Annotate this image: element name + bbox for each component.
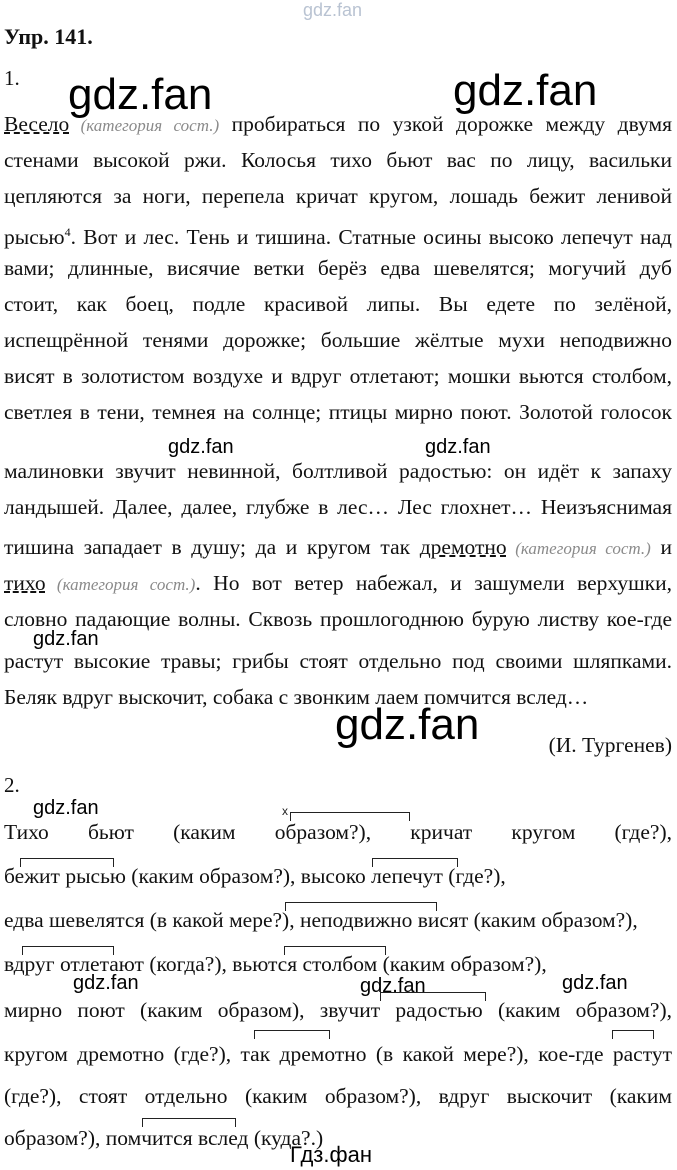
text-line: тихо (категория сост.). Но вот ветер набежал, и зашумели верхушки,	[4, 571, 672, 595]
text-line: бежит рысью (каким образом?), высоко лепечут (где?),	[4, 864, 506, 888]
category-note: (категория сост.)	[506, 539, 651, 558]
text-line: стенами высокой ржи. Колосья тихо бьют вас по лицу, васильки	[4, 148, 672, 172]
category-note: (категория сост.)	[45, 575, 196, 594]
part1-number: 1.	[4, 66, 20, 90]
text-line: вами; длинные, висячие ветки берёз едва шевелятся; могучий дуб	[4, 256, 672, 280]
author-line: (И. Тургенев)	[548, 733, 672, 757]
text-line: испещрённой тенями дорожке; большие жёлтые мухи неподвижно	[4, 328, 672, 352]
text-line: висят в золотистом воздухе и вдруг отлетают; мошки вьются столбом,	[4, 364, 672, 388]
watermark: gdz.fan	[360, 975, 426, 997]
category-note: (категория сост.)	[69, 116, 220, 135]
watermark: gdz.fan	[33, 628, 99, 650]
watermark: gdz.fan	[68, 70, 213, 119]
text-line: (где?), стоят отдельно (каким образом?), вдруг выскочит (каким	[4, 1084, 672, 1108]
text-line: цепляются за ноги, перепела кричат кругом, лошадь бежит ленивой	[4, 184, 672, 208]
text-line: образом?), помчится вслед (куда?.)	[4, 1126, 324, 1150]
text-line: светлея в тени, темнея на солнце; птицы мирно поют. Золотой голосок	[4, 400, 672, 424]
watermark: gdz.fan	[562, 972, 628, 994]
text-line: мирно поют (каким образом), звучит радостью (каким образом?),	[4, 998, 672, 1022]
adverb-word: тихо	[4, 571, 46, 595]
watermark: gdz.fan	[425, 436, 491, 458]
text-line: растут высокие травы; грибы стоят отдельно под своими шляпками.	[4, 649, 672, 673]
exercise-title: Упр. 141.	[4, 24, 93, 49]
part2-number: 2.	[4, 773, 20, 797]
text-line: Тихо бьют (каким образом?), кричат кругом (где?),	[4, 820, 672, 844]
text-line: едва шевелятся (в какой мере?), неподвижно висят (каким образом?),	[4, 908, 638, 932]
watermark: gdz.fan	[168, 436, 234, 458]
text-line: рысью$^4$. Вот и лес. Тень и тишина. Статные осины высоко лепечут над	[4, 225, 672, 250]
text-line: словно падающие волны. Сквозь прошлогоднюю бурую листву кое-где	[4, 607, 672, 631]
text-line: тишина западает в душу; да и кругом так дремотно (категория сост.) и	[4, 535, 672, 559]
watermark: gdz.fan	[453, 66, 598, 115]
adverb-word: Весело	[4, 112, 70, 136]
watermark: gdz.fan	[335, 700, 480, 749]
text-line: ландышей. Далее, далее, глубже в лес… Лес глохнет… Неизъяснимая	[4, 495, 672, 519]
watermark: gdz.fan	[33, 797, 99, 819]
watermark: gdz.fan	[73, 972, 139, 994]
text-line: малиновки звучит невинной, болтливой радостью: он идёт к запаху	[4, 459, 672, 483]
text-line: кругом дремотно (где?), так дремотно (в какой мере?), кое-где растут	[4, 1042, 672, 1066]
parse-arc	[254, 1030, 330, 1039]
footnote-mark: 4	[64, 225, 71, 239]
parse-cross: x	[282, 804, 288, 818]
text-line: стоит, как боец, подле красивой липы. Вы едете по зелёной,	[4, 292, 672, 316]
text-line: Весело (категория сост.) пробираться по узкой дорожке между двумя	[4, 112, 672, 136]
adverb-word: дремотно	[419, 535, 507, 559]
watermark-top: gdz.fan	[303, 0, 363, 20]
watermark-footer: Гдз.фан	[290, 1142, 372, 1167]
text-line: Беляк вдруг выскочит, собака с звонким лаем помчится вслед…	[4, 685, 589, 709]
text-line: вдруг отлетают (когда?), вьются столбом (каким образом?),	[4, 952, 547, 976]
parse-arc	[612, 1030, 654, 1039]
